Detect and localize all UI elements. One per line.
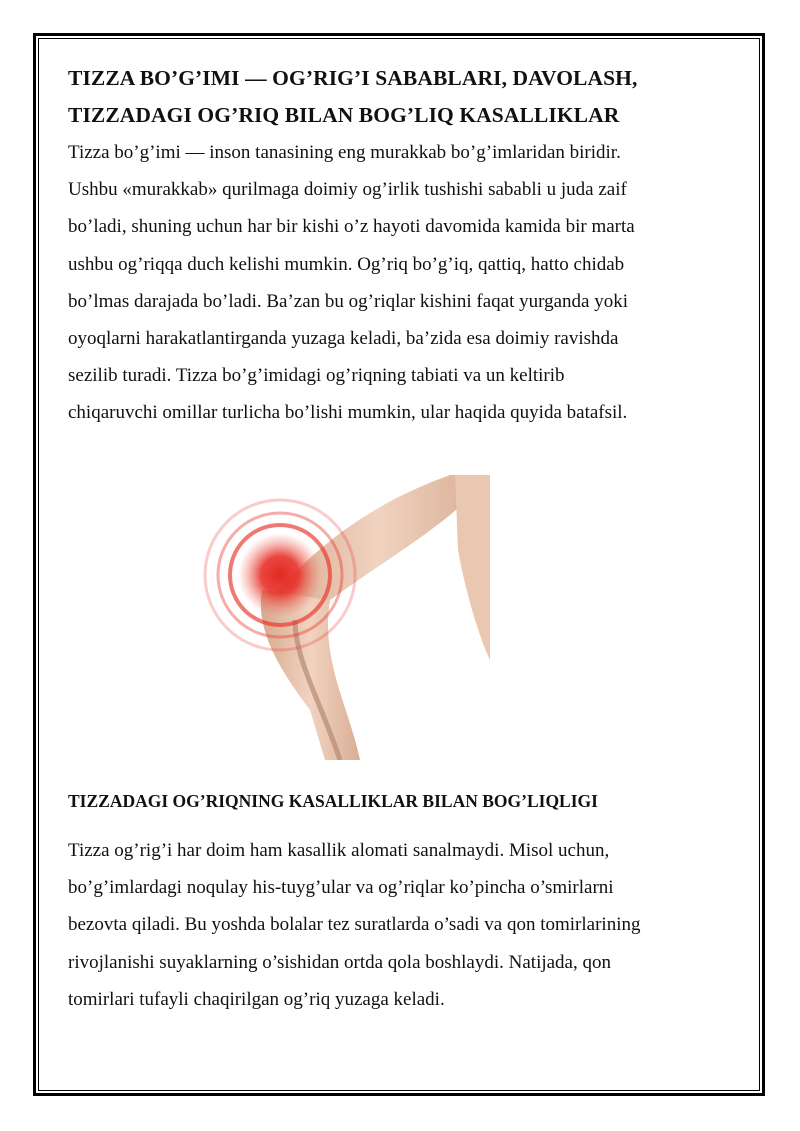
intro-line: Ushbu «murakkab» qurilmaga doimiy og’irlik tushishi sababli u juda zaif (68, 179, 627, 201)
section-line: bezovta qiladi. Bu yoshda bolalar tez suratlarda o’sadi va qon tomirlarining (68, 914, 641, 936)
title-line-2: TIZZADAGI OG’RIQ BILAN BOG’LIQ KASALLIKLAR (68, 103, 620, 127)
intro-line: oyoqlarni harakatlantirganda yuzaga keladi, ba’zida esa doimiy ravishda (68, 328, 619, 350)
title-line-1: TIZZA BO’G’IMI — OG’RIG’I SABABLARI, DAVOLASH, (68, 66, 638, 90)
knee-pain-illustration (200, 470, 490, 760)
article-body (68, 60, 732, 432)
pain-core (238, 533, 322, 617)
knee-illustration-svg (200, 470, 490, 760)
section-line: tomirlari tufayli chaqirilgan og’riq yuzaga keladi. (68, 988, 445, 1010)
section-paragraph (68, 832, 732, 1018)
intro-line: ushbu og’riqqa duch kelishi mumkin. Og’riq bo’g’iq, qattiq, hatto chidab (68, 253, 625, 275)
section-line: bo’g’imlardagi noqulay his-tuyg’ular va og’riqlar ko’pincha o’smirlarni (68, 877, 614, 899)
intro-line: bo’ladi, shuning uchun har bir kishi o’z hayoti davomida kamida bir marta (68, 216, 635, 238)
article-title (68, 60, 732, 134)
section-line: Tizza og’rig’i har doim ham kasallik alomati sanalmaydi. Misol uchun, (68, 840, 610, 861)
intro-line: bo’lmas darajada bo’ladi. Ba’zan bu og’riqlar kishini faqat yurganda yoki (68, 290, 628, 312)
other-leg-shape (455, 475, 490, 660)
section-heading: TIZZADAGI OG’RIQNING KASALLIKLAR BILAN BOG’LIQLIGI (68, 791, 598, 811)
section-line: rivojlanishi suyaklarning o’sishidan ortda qola boshlaydi. Natijada, qon (68, 951, 611, 973)
intro-line: sezilib turadi. Tizza bo’g’imidagi og’riqning tabiati va un keltirib (68, 365, 565, 387)
intro-line: chiqaruvchi omillar turlicha bo’lishi mumkin, ular haqida quyida batafsil. (68, 402, 628, 424)
intro-paragraph (68, 134, 732, 432)
intro-line: Tizza bo’g’imi — inson tanasining eng murakkab bo’g’imlaridan biridir. (68, 142, 621, 163)
